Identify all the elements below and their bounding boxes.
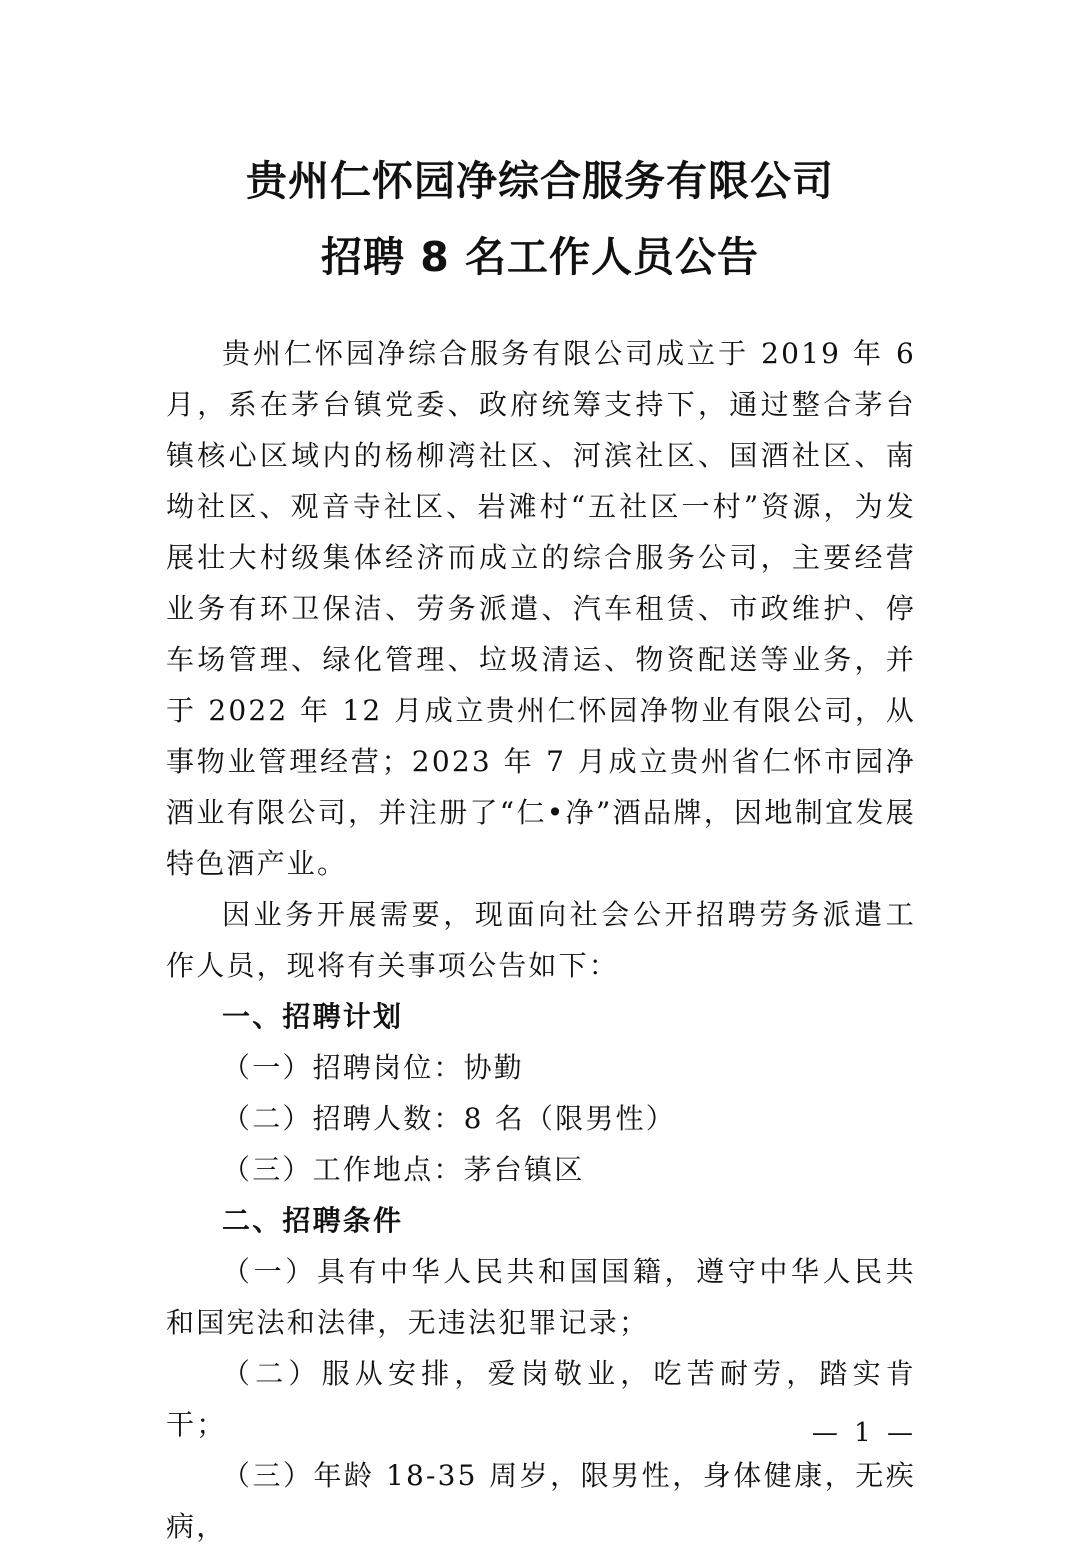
title-line-1: 贵州仁怀园净综合服务有限公司 (246, 157, 834, 205)
intro-paragraph-2: 因业务开展需要，现面向社会公开招聘劳务派遣工作人员，现将有关事项公告如下： (166, 898, 916, 982)
section-heading-conditions: 二、招聘条件 (222, 1204, 404, 1237)
condition-item-2: （二）服从安排，爱岗敬业，吃苦耐劳，踏实肯干； (166, 1357, 916, 1441)
page-number: — 1 — (811, 1418, 917, 1448)
title-line-2: 招聘 8 名工作人员公告 (320, 233, 760, 281)
plan-item-count: （二）招聘人数：8 名（限男性） (222, 1102, 676, 1135)
document-body (166, 328, 916, 1552)
intro-paragraph-1: 贵州仁怀园净综合服务有限公司成立于 2019 年 6 月，系在茅台镇党委、政府统筹支持下，通过整合茅台镇核心区域内的杨柳湾社区、河滨社区、国酒社区、南坳社区、观音寺社区、岩滩村“五社区一村”资源，为发展壮大村级集体经济而成立的综合服务公司，主要经营业务有环卫保洁、劳务派遣、汽车租赁、市政维护、停车场管理、绿化管理、垃圾清运、物资配送等业务，并于 2022 年 12 月成立贵州仁怀园净物业有限公司，从事物业管理经营；2023 年 7 月成立贵州省仁怀市园净酒业有限公司，并注册了“仁•净”酒品牌，因地制宜发展特色酒产业。 (166, 337, 916, 880)
section-heading-plan: 一、招聘计划 (222, 1000, 404, 1033)
condition-item-3: （三）年龄 18-35 周岁，限男性，身体健康，无疾病， (166, 1459, 916, 1543)
condition-item-1: （一）具有中华人民共和国国籍，遵守中华人民共和国宪法和法律，无违法犯罪记录； (166, 1255, 916, 1339)
plan-item-location: （三）工作地点：茅台镇区 (222, 1153, 585, 1186)
plan-item-position: （一）招聘岗位：协勤 (222, 1051, 525, 1084)
